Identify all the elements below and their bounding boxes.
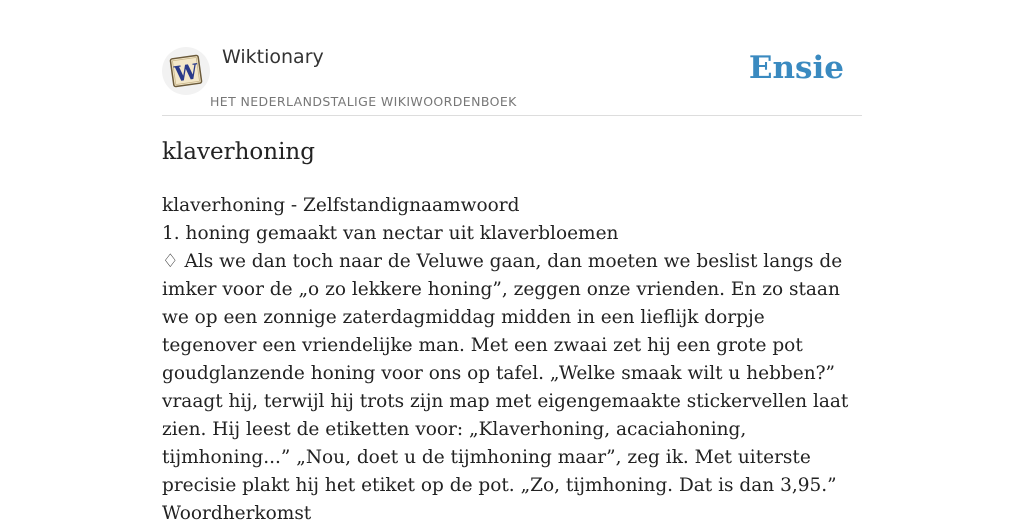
site-subtitle: HET NEDERLANDSTALIGE WIKIWOORDENBOEK xyxy=(210,94,517,109)
ensie-brand-link[interactable]: Ensie xyxy=(748,50,844,86)
headword-line: klaverhoning - Zelfstandignaamwoord xyxy=(162,195,520,216)
wiktionary-logo-icon[interactable] xyxy=(162,47,210,95)
wiktionary-logo-svg xyxy=(166,51,206,91)
page-title: klaverhoning xyxy=(162,139,315,165)
site-header xyxy=(162,44,862,116)
entry-content xyxy=(162,192,862,528)
site-name[interactable]: Wiktionary xyxy=(222,46,324,68)
svg-text:W: W xyxy=(172,58,200,87)
definition: 1. honing gemaakt van nectar uit klaverbloemen xyxy=(162,223,619,244)
example-sentence: ♢ Als we dan toch naar de Veluwe gaan, dan moeten we beslist langs de imker voor de „o zo lekkere honing”, zeggen onze vrienden. En zo staan we op een zonnige zaterdagmiddag midden in een lieflijk dorpje tegenover een vriendelijke man. Met een zwaai zet hij een grote pot goudglanzende honing voor ons op tafel. „Welke smaak wilt u hebben?” vraagt hij, terwijl hij trots zijn map met eigengemaakte stickervellen laat zien. Hij leest de etiketten voor: „Klaverhoning, acaciahoning, tijmhoning...” „Nou, doet u de tijmhoning maar”, zeg ik. Met uiterste precisie plakt hij het etiket op de pot. „Zo, tijmhoning. Dat is dan 3,95.” xyxy=(162,251,849,496)
etymology-heading: Woordherkomst xyxy=(162,503,312,524)
